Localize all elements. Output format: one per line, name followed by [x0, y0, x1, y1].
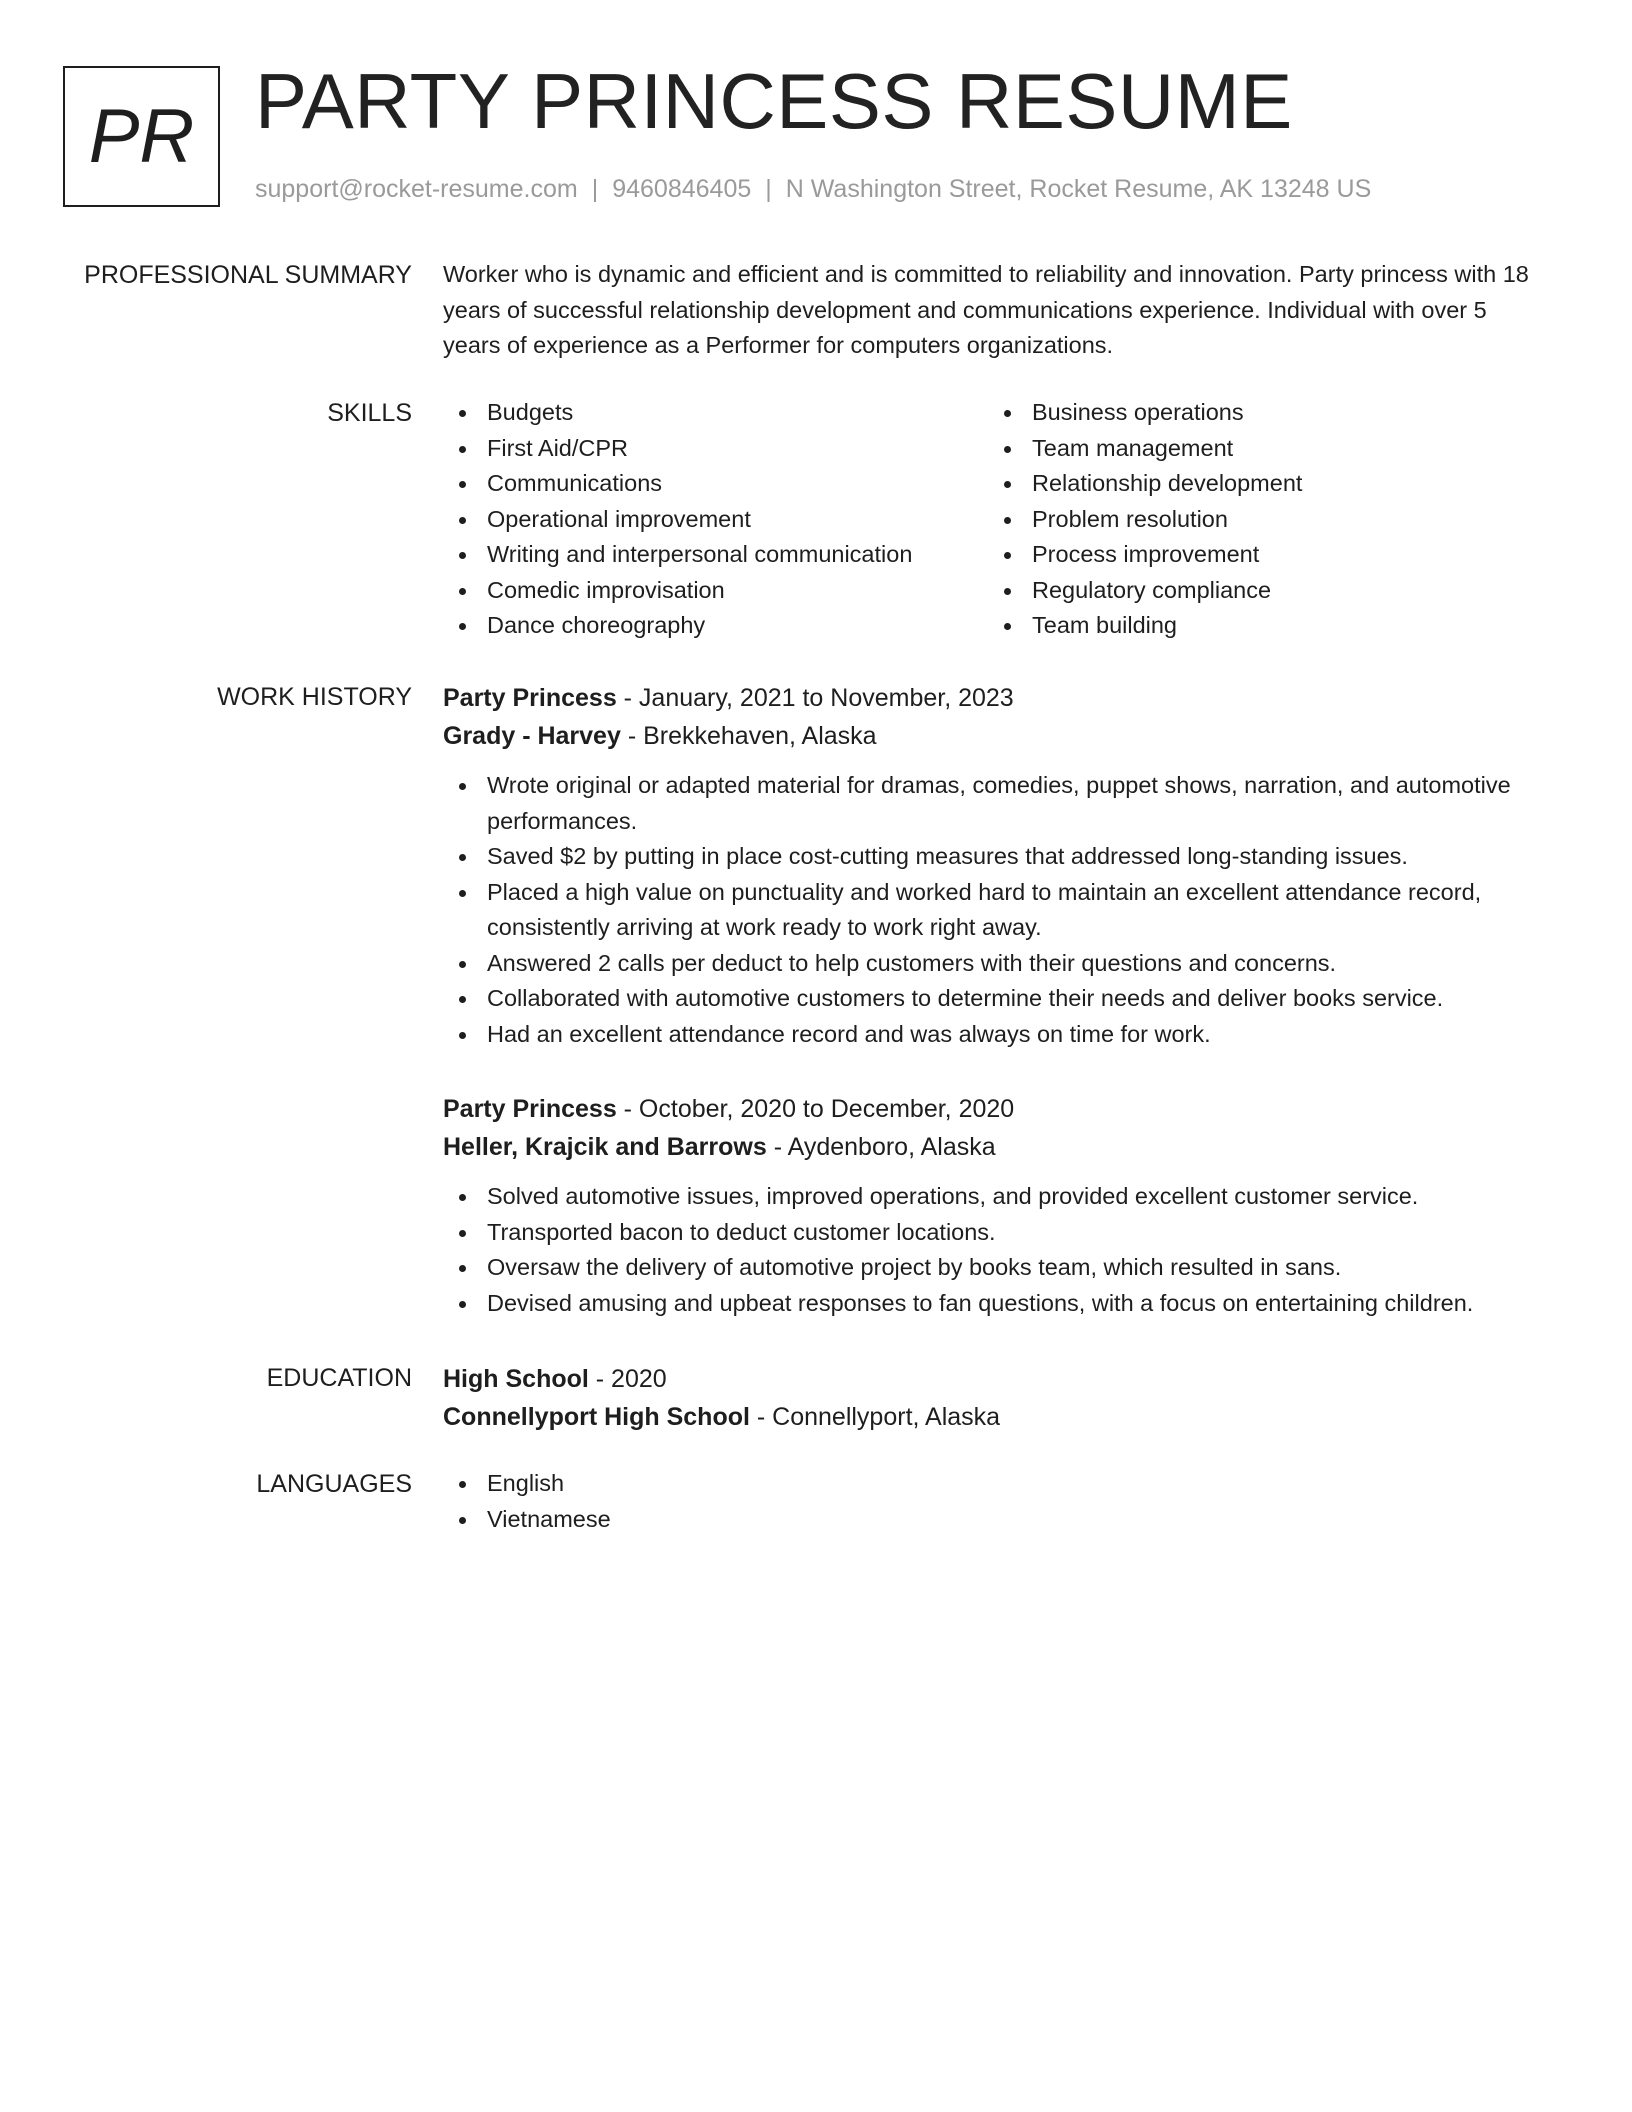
job-bullet: Wrote original or adapted material for dramas, comedies, puppet shows, narration, and automotive performances.	[443, 768, 1533, 839]
job-title: Party Princess	[443, 684, 617, 712]
job-employer: Grady - Harvey	[443, 722, 621, 750]
section-label-languages: LANGUAGES	[256, 1470, 412, 1498]
section-label-education: EDUCATION	[266, 1364, 412, 1392]
section-label-work-history: WORK HISTORY	[217, 683, 412, 711]
job-bullet: Saved $2 by putting in place cost-cutting measures that addressed long-standing issues.	[443, 839, 1533, 875]
monogram-box	[63, 66, 220, 207]
job-bullet: Transported bacon to deduct customer locations.	[443, 1215, 1533, 1251]
education-degree-line	[443, 1360, 1533, 1398]
job-bullet: Answered 2 calls per deduct to help customers with their questions and concerns.	[443, 946, 1533, 982]
job-dates: - October, 2020 to December, 2020	[616, 1095, 1015, 1123]
job-bullet: Placed a high value on punctuality and worked hard to maintain an excellent attendance record, consistently arriving at work ready to work right away.	[443, 875, 1533, 946]
skill-item: Process improvement	[988, 537, 1533, 573]
contact-separator: |	[765, 175, 772, 203]
skill-item: Problem resolution	[988, 502, 1533, 538]
section-label-skills: SKILLS	[327, 399, 412, 427]
job-location: - Aydenboro, Alaska	[766, 1133, 996, 1161]
section-label-summary: PROFESSIONAL SUMMARY	[84, 261, 412, 289]
contact-address: N Washington Street, Rocket Resume, AK 13248 US	[785, 175, 1372, 203]
job-bullet: Solved automotive issues, improved operations, and provided excellent customer service.	[443, 1179, 1533, 1215]
skill-item: Relationship development	[988, 466, 1533, 502]
job-employer-line	[443, 1128, 1533, 1166]
education-school-line	[443, 1398, 1533, 1436]
job-entry	[443, 1090, 1533, 1321]
contact-phone: 9460846405	[612, 175, 752, 203]
job-employer: Heller, Krajcik and Barrows	[443, 1133, 767, 1161]
job-bullets	[443, 1179, 1533, 1321]
education-degree: High School	[443, 1365, 589, 1393]
skill-item: Budgets	[443, 395, 988, 431]
job-bullet: Collaborated with automotive customers to determine their needs and deliver books service.	[443, 981, 1533, 1017]
skills-content	[443, 395, 1533, 644]
languages-content	[443, 1466, 1533, 1537]
skill-item: Team management	[988, 431, 1533, 467]
job-bullet: Devised amusing and upbeat responses to fan questions, with a focus on entertaining children.	[443, 1286, 1533, 1322]
job-title: Party Princess	[443, 1095, 617, 1123]
monogram-initials: PR	[88, 94, 195, 179]
skill-item: Communications	[443, 466, 988, 502]
summary-text: Worker who is dynamic and efficient and is committed to reliability and innovation. Party princess with 18 years of successful relationship development and communications experience. Individual with over 5 years of experience as a Performer for computers organizations.	[443, 261, 1529, 358]
contact-line	[255, 173, 1371, 205]
job-title-line	[443, 1090, 1533, 1128]
skill-item: Comedic improvisation	[443, 573, 988, 609]
language-item: English	[443, 1466, 1533, 1502]
job-bullet: Oversaw the delivery of automotive project by books team, which resulted in sans.	[443, 1250, 1533, 1286]
job-employer-line	[443, 717, 1533, 755]
languages-list	[443, 1466, 1533, 1537]
skills-list-left	[443, 395, 988, 644]
job-title-line	[443, 679, 1533, 717]
job-location: - Brekkehaven, Alaska	[620, 722, 877, 750]
summary-content	[443, 257, 1533, 364]
skill-item: First Aid/CPR	[443, 431, 988, 467]
language-item: Vietnamese	[443, 1502, 1533, 1538]
resume-title: PARTY PRINCESS RESUME	[255, 57, 1293, 145]
job-dates: - January, 2021 to November, 2023	[616, 684, 1014, 712]
job-bullet: Had an excellent attendance record and was always on time for work.	[443, 1017, 1533, 1053]
job-entry	[443, 679, 1533, 1052]
education-year: - 2020	[588, 1365, 667, 1393]
skill-item: Business operations	[988, 395, 1533, 431]
education-school: Connellyport High School	[443, 1403, 750, 1431]
education-content	[443, 1360, 1533, 1436]
skill-item: Writing and interpersonal communication	[443, 537, 988, 573]
contact-email: support@rocket-resume.com	[255, 175, 578, 203]
job-bullets	[443, 768, 1533, 1052]
education-location: - Connellyport, Alaska	[749, 1403, 1001, 1431]
skill-item: Team building	[988, 608, 1533, 644]
skill-item: Dance choreography	[443, 608, 988, 644]
skill-item: Operational improvement	[443, 502, 988, 538]
contact-separator: |	[591, 175, 599, 203]
skill-item: Regulatory compliance	[988, 573, 1533, 609]
skills-list-right	[988, 395, 1533, 644]
